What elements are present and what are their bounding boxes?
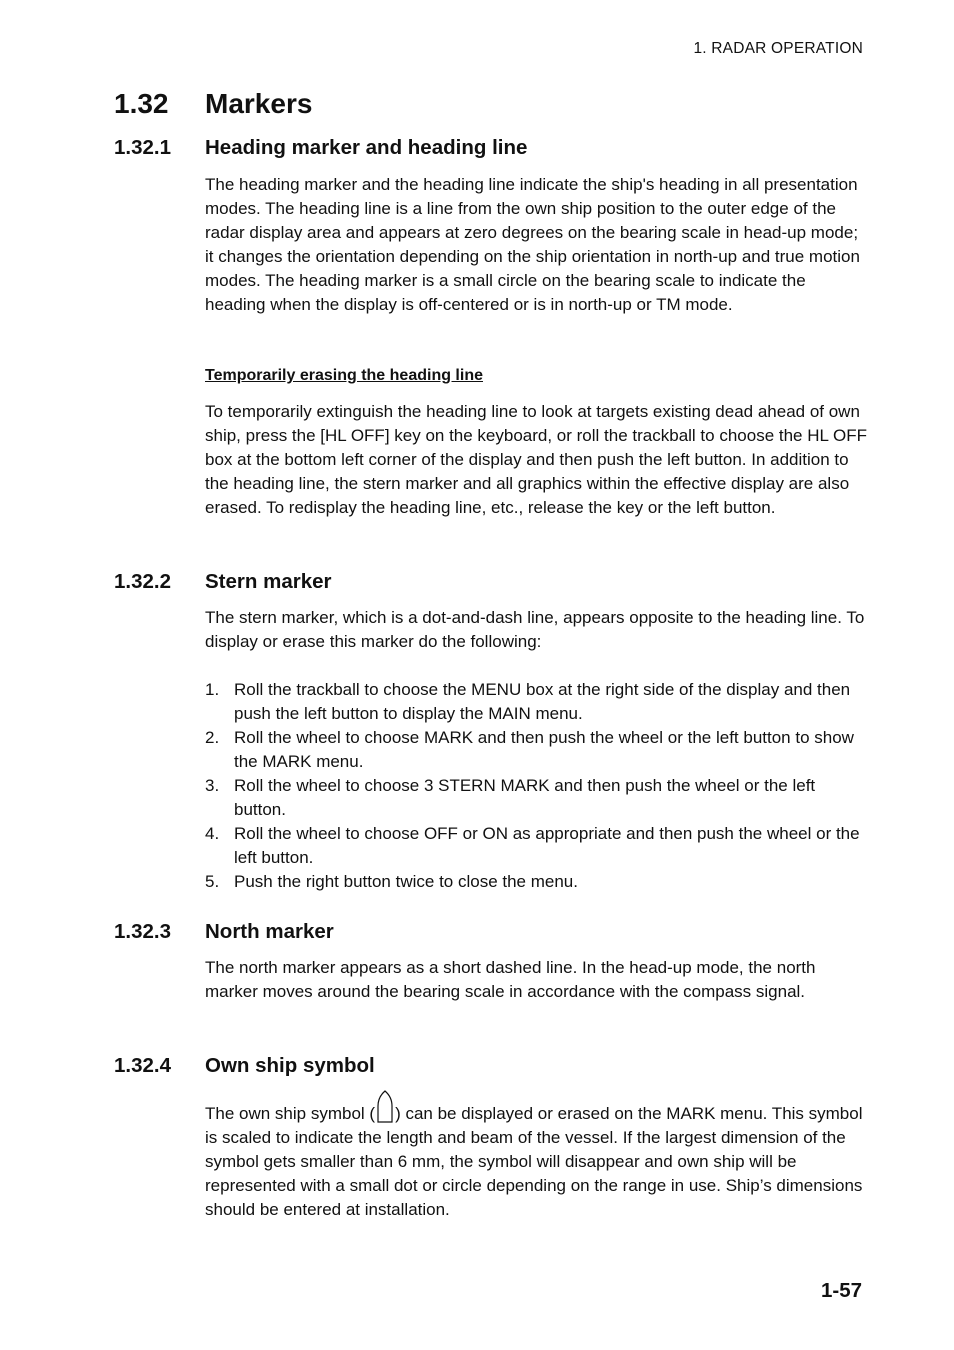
step-number: 1. xyxy=(205,680,220,699)
section-title: Markers xyxy=(205,88,313,119)
subsection-heading-2 xyxy=(114,570,331,594)
subsection-title: Own ship symbol xyxy=(205,1054,375,1077)
running-header: 1. RADAR OPERATION xyxy=(693,40,863,57)
subsection-heading-1 xyxy=(114,136,527,160)
step-text: Push the right button twice to close the menu. xyxy=(234,872,578,891)
section-number: 1.32 xyxy=(114,88,169,119)
step-text: Roll the wheel to choose MARK and then push the wheel or the left button to show the MARK menu. xyxy=(234,728,854,771)
subsection-title: Heading marker and heading line xyxy=(205,136,528,159)
body-text: The north marker appears as a short dashed line. In the head-up mode, the north marker moves around the bearing scale in accordance with the compass signal. xyxy=(205,958,816,1001)
subsection-heading-3 xyxy=(114,920,334,944)
stern-marker-steps xyxy=(205,678,870,894)
heading-marker-paragraph xyxy=(205,173,870,317)
step-number: 3. xyxy=(205,776,220,795)
stern-marker-paragraph xyxy=(205,606,870,654)
erasing-paragraph xyxy=(205,400,870,520)
step-number: 5. xyxy=(205,872,220,891)
subsection-number: 1.32.3 xyxy=(114,920,171,943)
body-text: To temporarily extinguish the heading line to look at targets existing dead ahead of own ship, press the [HL OFF] key on the keyboard, or roll the trackball to choose the HL OFF box at the bottom left corner of the display and then push the left button. In addition to the heading line, the stern marker and all graphics within the effective display are also erased. To redisplay the heading line, etc., release the key or the left button. xyxy=(205,402,868,517)
own-ship-symbol-icon xyxy=(376,1090,394,1124)
body-text xyxy=(205,1090,870,1222)
body-text-after: ) can be displayed or erased on the MARK menu. This symbol is scaled to indicate the length and beam of the vessel. If the largest dimension of the symbol gets smaller than 6 mm, the symbol will disappear and own ship will be represented with a small dot or circle depending on the range in use. Ship’s dimensions should be entered at installation. xyxy=(205,1104,863,1219)
subsection-number: 1.32.4 xyxy=(114,1054,171,1077)
list-item xyxy=(205,822,870,870)
list-item xyxy=(205,774,870,822)
page-number: 1-57 xyxy=(820,1279,862,1302)
step-number: 2. xyxy=(205,728,220,747)
step-number: 4. xyxy=(205,824,220,843)
subsection-title: Stern marker xyxy=(205,570,332,593)
subsection-title: North marker xyxy=(205,920,334,943)
subsection-heading-4 xyxy=(114,1054,375,1078)
step-text: Roll the wheel to choose OFF or ON as appropriate and then push the wheel or the left button. xyxy=(234,824,860,867)
section-heading xyxy=(114,88,312,120)
subsection-number: 1.32.1 xyxy=(114,136,171,159)
body-text-before: The own ship symbol ( xyxy=(205,1104,376,1123)
step-text: Roll the wheel to choose 3 STERN MARK and then push the wheel or the left button. xyxy=(234,776,816,819)
list-item xyxy=(205,678,870,726)
step-text: Roll the trackball to choose the MENU box at the right side of the display and then push the left button to display the MAIN menu. xyxy=(234,680,851,723)
north-marker-paragraph xyxy=(205,956,870,1004)
body-text: The heading marker and the heading line indicate the ship's heading in all presentation modes. The heading line is a line from the own ship position to the outer edge of the radar display area and appears at zero degrees on the bearing scale in head-up mode; it changes the orientation depending on the ship orientation in north-up and true motion modes. The heading marker is a small circle on the bearing scale to indicate the heading when the display is off-centered or is in north-up or TM mode. xyxy=(205,175,860,314)
own-ship-paragraph xyxy=(205,1090,870,1222)
list-item xyxy=(205,870,870,894)
list-item xyxy=(205,726,870,774)
subsection-number: 1.32.2 xyxy=(114,570,171,593)
body-text: The stern marker, which is a dot-and-dash line, appears opposite to the heading line. To display or erase this marker do the following: xyxy=(205,608,865,651)
temporarily-erasing-subheading: Temporarily erasing the heading line xyxy=(205,367,483,384)
